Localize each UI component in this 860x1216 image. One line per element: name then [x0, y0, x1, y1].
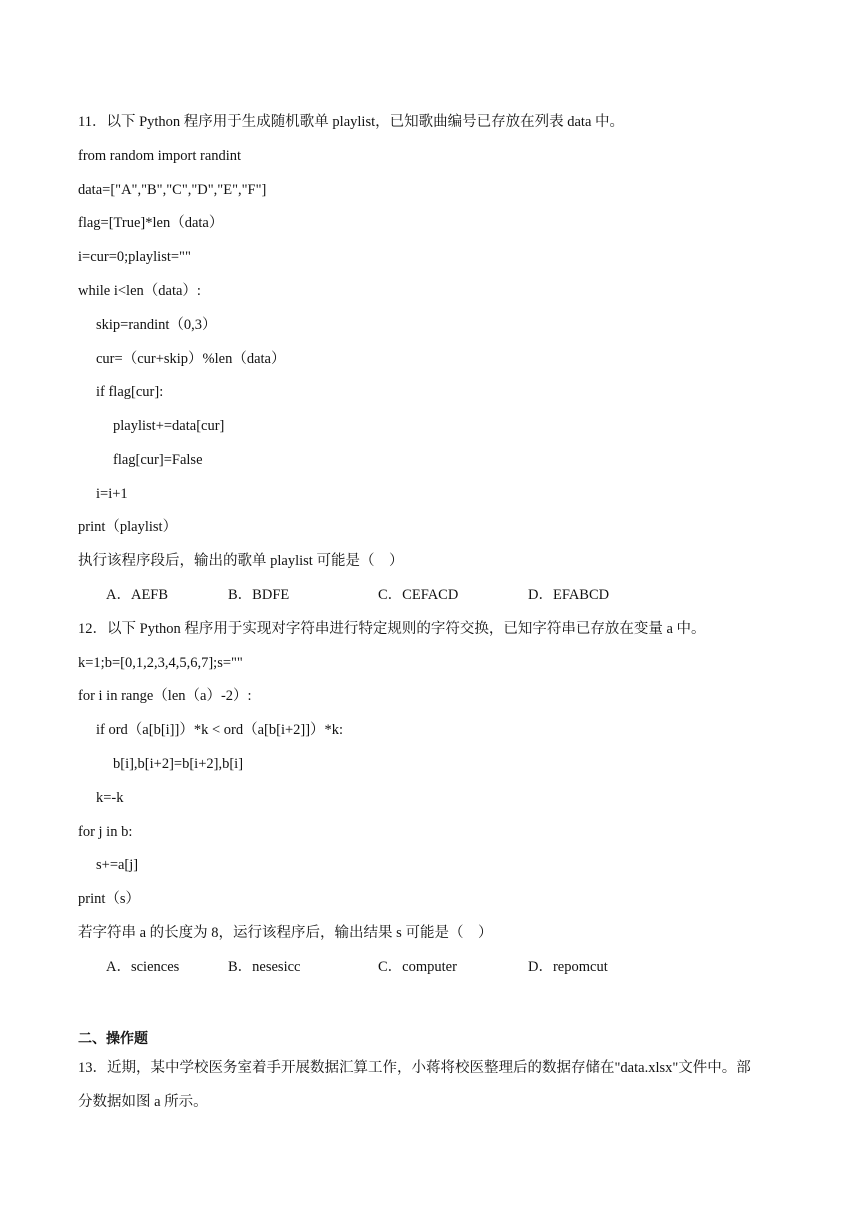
q12-option-c: C．computer: [378, 959, 457, 975]
q11-option-b: B．BDFE: [228, 587, 290, 603]
q12-option-d: D．repomcut: [528, 959, 608, 975]
q12-code-line: print（s）: [78, 891, 141, 907]
q12-code-line: k=1;b=[0,1,2,3,4,5,6,7];s="": [78, 655, 243, 671]
q11-code-line: flag=[True]*len（data）: [78, 215, 224, 231]
q12-code-line: s+=a[j]: [96, 857, 139, 873]
q11-option-a: A．AEFB: [106, 587, 169, 603]
q12-option-b: B．nesesicc: [228, 959, 301, 975]
q11-option-d: D．EFABCD: [528, 587, 610, 603]
q11-options: [106, 585, 666, 605]
q13-stem-line: 13．近期，某中学校医务室着手开展数据汇算工作，小蒋将校医整理后的数据存储在"data.xlsx"文件中。部: [78, 1060, 751, 1076]
q11-code-line: skip=randint（0,3）: [96, 317, 217, 333]
section-title: 二、操作题: [78, 1031, 148, 1047]
q11-code-line: cur=（cur+skip）%len（data）: [96, 351, 286, 367]
q11-code-line: flag[cur]=False: [113, 452, 203, 468]
q12-option-a: A．sciences: [106, 959, 180, 975]
q12-code-line: b[i],b[i+2]=b[i+2],b[i]: [113, 756, 244, 772]
q11-code-line: while i<len（data）:: [78, 283, 201, 299]
q13-stem-line: 分数据如图 a 所示。: [78, 1094, 208, 1110]
q12-question: 若字符串 a 的长度为 8，运行该程序后，输出结果 s 可能是（ ）: [78, 925, 493, 941]
q11-code-line: from random import randint: [78, 148, 242, 164]
q12-code-line: for i in range（len（a）-2）:: [78, 688, 252, 704]
q12-stem: 12．以下 Python 程序用于实现对字符串进行特定规则的字符交换，已知字符串已存放在变量 a 中。: [78, 621, 706, 637]
q11-stem: 11．以下 Python 程序用于生成随机歌单 playlist，已知歌曲编号已存放在列表 data 中。: [78, 114, 625, 130]
q12-code-line: for j in b:: [78, 824, 133, 840]
q12-code-line: k=-k: [96, 790, 124, 806]
q11-question: 执行该程序段后，输出的歌单 playlist 可能是（ ）: [78, 553, 404, 569]
q11-code-line: playlist+=data[cur]: [113, 418, 225, 434]
q11-option-c: C．CEFACD: [378, 587, 459, 603]
q11-code-line: print（playlist）: [78, 519, 178, 535]
q12-code-line: if ord（a[b[i]]）*k < ord（a[b[i+2]]）*k:: [96, 722, 344, 738]
q12-options: [106, 957, 666, 977]
q11-code-line: i=cur=0;playlist="": [78, 249, 191, 265]
q11-code-line: if flag[cur]:: [96, 384, 164, 400]
q11-code-line: i=i+1: [96, 486, 128, 502]
q11-code-line: data=["A","B","C","D","E","F"]: [78, 182, 267, 198]
